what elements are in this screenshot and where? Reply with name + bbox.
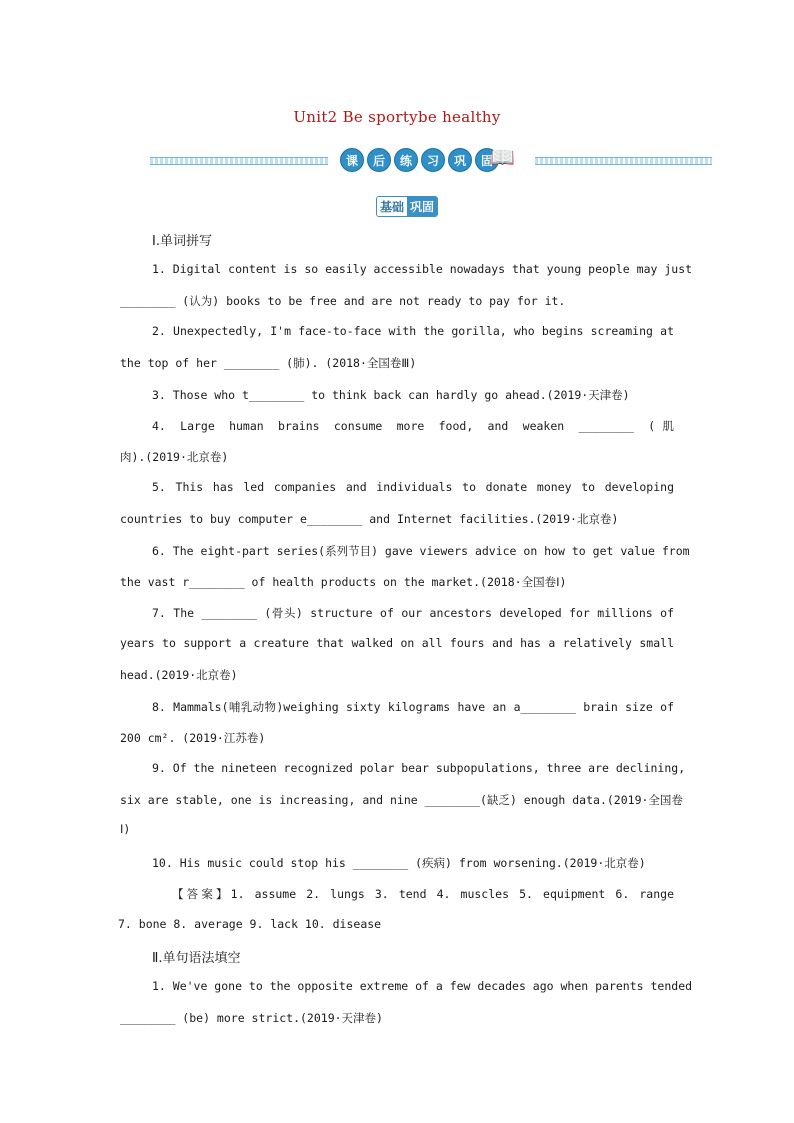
banner-char: 习 xyxy=(421,148,445,172)
question-line: 5. This has led companies and individuals to donate money to developing xyxy=(152,480,674,494)
question-line: the top of her ________ (肺). (2018·全国卷Ⅲ) xyxy=(120,356,417,370)
banner-rule-right xyxy=(535,157,712,165)
question-line: the vast r________ of health products on the market.(2018·全国卷Ⅰ) xyxy=(120,575,567,589)
page-title: Unit2 Be sportybe healthy xyxy=(293,108,501,126)
question-line: ________ (be) more strict.(2019·天津卷) xyxy=(120,1011,383,1025)
banner-char: 后 xyxy=(367,148,391,172)
question-line: 4. Large human brains consume more food, and weaken ________ (肌 xyxy=(152,419,674,433)
banner-rule-left xyxy=(150,157,328,165)
question-line: years to support a creature that walked on all fours and has a relatively small xyxy=(120,636,674,650)
question-line: 10. His music could stop his ________ (疾病) from worsening.(2019·北京卷) xyxy=(152,856,646,870)
question-line: head.(2019·北京卷) xyxy=(120,668,238,682)
section-banner xyxy=(150,145,712,174)
question-line: countries to buy computer e________ and Internet facilities.(2019·北京卷) xyxy=(120,512,619,526)
badge-part2: 巩固 xyxy=(407,197,437,216)
section-badge xyxy=(376,196,438,217)
answer-line: 【答案】1. assume 2. lungs 3. tend 4. muscles 5. equipment 6. range xyxy=(172,887,674,901)
banner-char: 巩 xyxy=(448,148,472,172)
question-line: 2. Unexpectedly, I'm face-to-face with the gorilla, who begins screaming at xyxy=(152,324,674,338)
question-line: Ⅰ) xyxy=(120,822,131,836)
question-line: 肉).(2019·北京卷) xyxy=(120,450,229,464)
question-line: six are stable, one is increasing, and nine ________(缺乏) enough data.(2019·全国卷 xyxy=(120,793,683,807)
section-heading: Ⅰ.单词拼写 xyxy=(152,234,212,249)
banner-char: 固 xyxy=(475,148,499,172)
book-icon: 📖 xyxy=(490,145,515,169)
section-heading: Ⅱ.单句语法填空 xyxy=(152,951,241,966)
badge-part1: 基础 xyxy=(377,197,407,216)
question-line: ________ (认为) books to be free and are not ready to pay for it. xyxy=(120,294,566,308)
question-line: 6. The eight-part series(系列节目) gave viewers advice on how to get value from xyxy=(152,544,690,558)
question-line: 8. Mammals(哺乳动物)weighing sixty kilograms have an a________ brain size of xyxy=(152,700,674,714)
question-line: 200 cm². (2019·江苏卷) xyxy=(120,731,266,745)
banner-char: 练 xyxy=(394,148,418,172)
question-line: 1. Digital content is so easily accessible nowadays that young people may just xyxy=(152,262,693,276)
answer-line: 7. bone 8. average 9. lack 10. disease xyxy=(118,917,382,931)
question-line: 7. The ________ (骨头) structure of our ancestors developed for millions of xyxy=(152,606,674,620)
question-line: 1. We've gone to the opposite extreme of a few decades ago when parents tended xyxy=(152,979,693,993)
question-line: 3. Those who t________ to think back can hardly go ahead.(2019·天津卷) xyxy=(152,388,630,402)
banner-char: 课 xyxy=(340,148,364,172)
question-line: 9. Of the nineteen recognized polar bear subpopulations, three are declining, xyxy=(152,761,686,775)
banner-title xyxy=(340,148,499,172)
